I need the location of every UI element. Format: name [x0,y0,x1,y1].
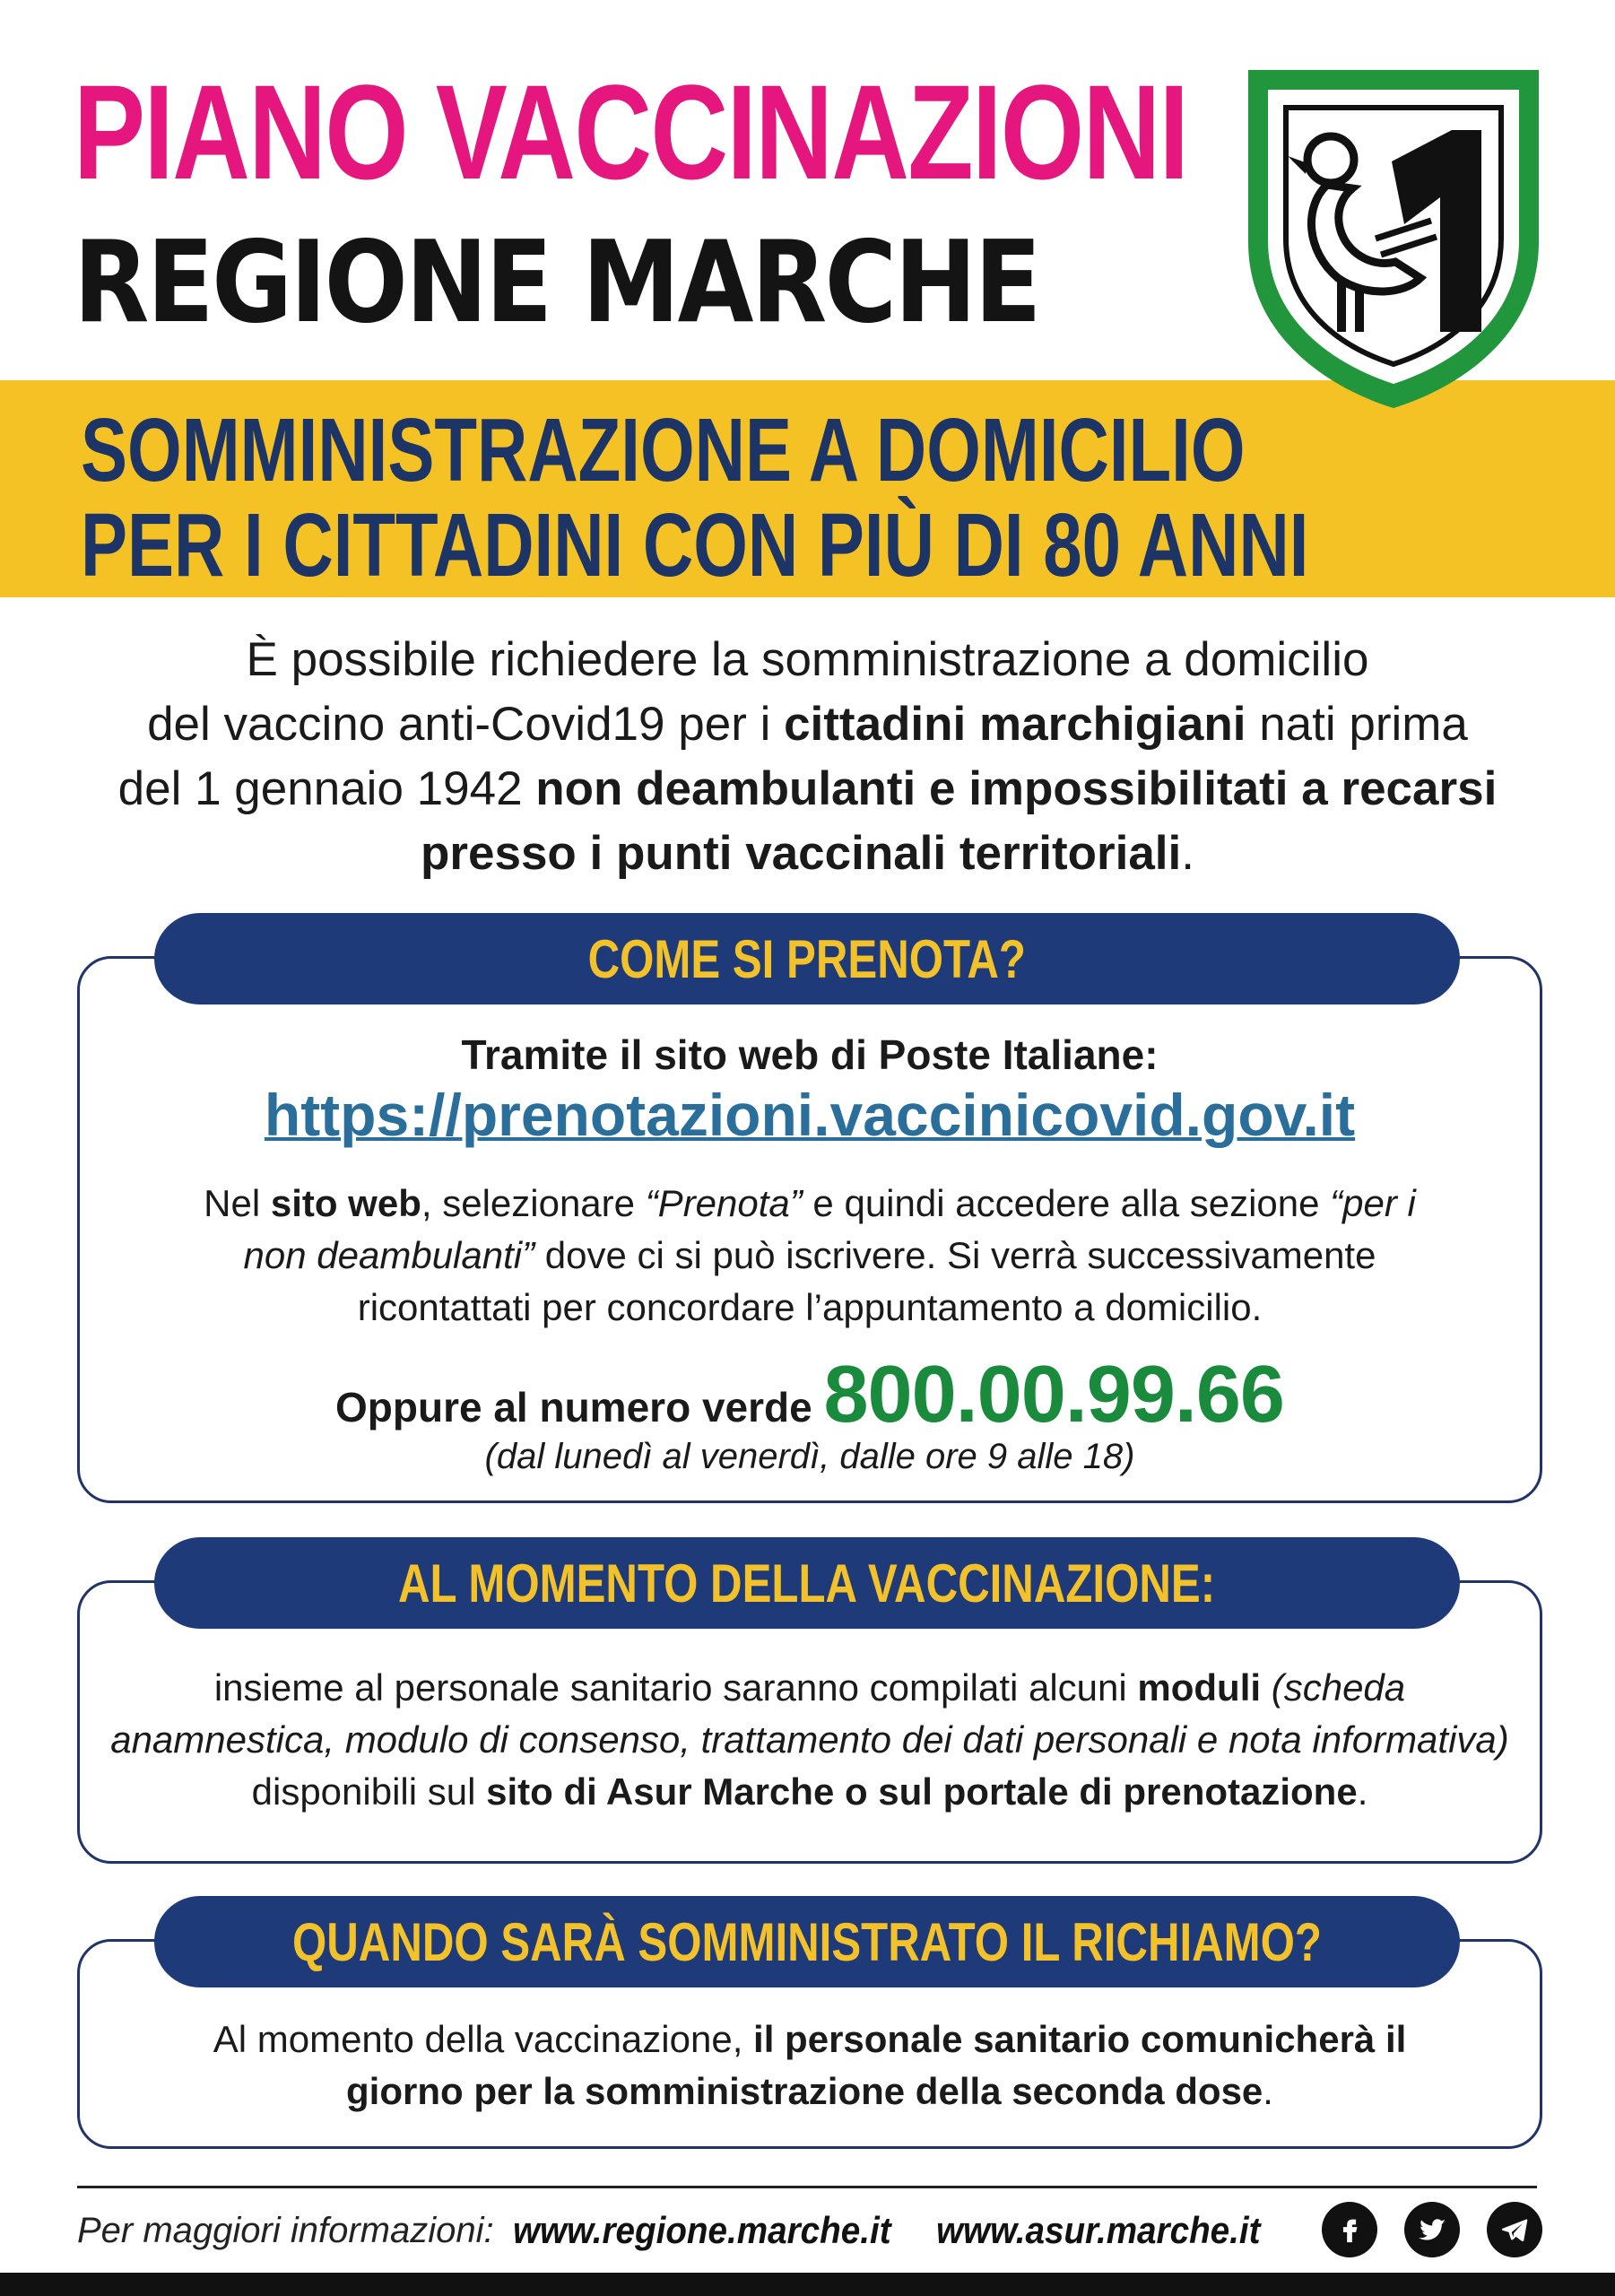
intro-text: del 1 gennaio 1942 [117,762,536,815]
second-dose-text [187,2013,1432,2118]
title-line-2: REGIONE MARCHE [74,216,1039,348]
body-text: dove ci si può iscrivere. Si verrà successivamente ricontattati per concordare l’appuntamento a domicilio. [357,1234,1376,1328]
body-text: Al momento della vaccinazione, [213,2018,754,2060]
footer-divider [77,2186,1537,2188]
body-italic: (scheda anamnestica, modulo di consenso, trattamento dei dati personali e nota informativa) [110,1666,1509,1761]
booking-lead: Tramite il sito web di Poste Italiane: [461,1031,1159,1078]
twitter-icon[interactable] [1404,2202,1460,2257]
body-text: e quindi accedere alla sezione [802,1182,1331,1224]
body-bold: sito di Asur Marche o sul portale di prenotazione [486,1770,1358,1813]
telegram-icon[interactable] [1487,2202,1542,2257]
regione-marche-logo [1241,63,1546,413]
body-text: Nel [204,1182,271,1224]
intro-line-1: È possibile richiedere la somministrazione a domicilio [246,633,1369,686]
body-bold: moduli [1137,1666,1262,1709]
body-text: disponibili sul [251,1770,487,1813]
toll-free-number[interactable]: 800.00.99.66 [823,1350,1284,1439]
booking-info-box [77,956,1542,1503]
body-bold: sito web [270,1182,421,1224]
body-italic: “per i non deambulanti” [243,1182,1416,1276]
body-text: insieme al personale sanitario saranno compilati alcuni [213,1666,1138,1709]
intro-bold: cittadini marchigiani [784,698,1246,751]
intro-text: del vaccino anti-Covid19 per i [147,698,785,751]
booking-instructions [178,1178,1441,1334]
phone-label: Oppure al numero verde [335,1384,824,1431]
facebook-icon[interactable] [1322,2202,1377,2257]
footer-link-regione[interactable]: www.regione.marche.it [513,2209,891,2251]
booking-link[interactable]: https://prenotazioni.vaccinicovid.gov.it [264,1082,1356,1148]
intro-text: nati prima [1246,698,1468,751]
vaccination-text [101,1662,1518,1818]
title-line-1: PIANO VACCINAZIONI [74,57,1188,207]
banner-line-2: PER I CITTADINI CON PIÙ DI 80 ANNI [81,495,1309,596]
section-heading-pill [154,913,1460,1004]
section-heading-how-to-book: COME SI PRENOTA? [587,928,1027,989]
section-heading-pill [154,1896,1460,1987]
section-heading-pill [154,1537,1460,1629]
footer [77,2202,1584,2265]
intro-bold: presso i punti vaccinali territoriali [421,827,1182,880]
body-text: . [1263,2070,1273,2112]
body-italic: “Prenota” [645,1182,803,1224]
call-hours: (dal lunedì al venerdì, dalle ore 9 alle 18) [484,1437,1135,1476]
body-text: . [1357,1770,1368,1813]
footer-label: Per maggiori informazioni: [77,2211,494,2250]
intro-bold: non deambulanti e impossibilitati a recarsi [535,762,1498,815]
footer-link-asur[interactable]: www.asur.marche.it [936,2209,1261,2251]
body-text: , selezionare [421,1182,646,1224]
section-heading-second-dose: QUANDO SARÀ SOMMINISTRATO IL RICHIAMO? [291,1911,1322,1972]
banner-line-1: SOMMINISTRAZIONE A DOMICILIO [81,400,1246,500]
intro-paragraph [27,628,1588,886]
bottom-edge-bar [0,2273,1615,2296]
body-bold: il personale sanitario comunicherà il giorno per la somministrazione della seconda dose [346,2018,1407,2112]
intro-text: . [1181,827,1194,880]
section-heading-at-vaccination: AL MOMENTO DELLA VACCINAZIONE: [398,1552,1216,1613]
